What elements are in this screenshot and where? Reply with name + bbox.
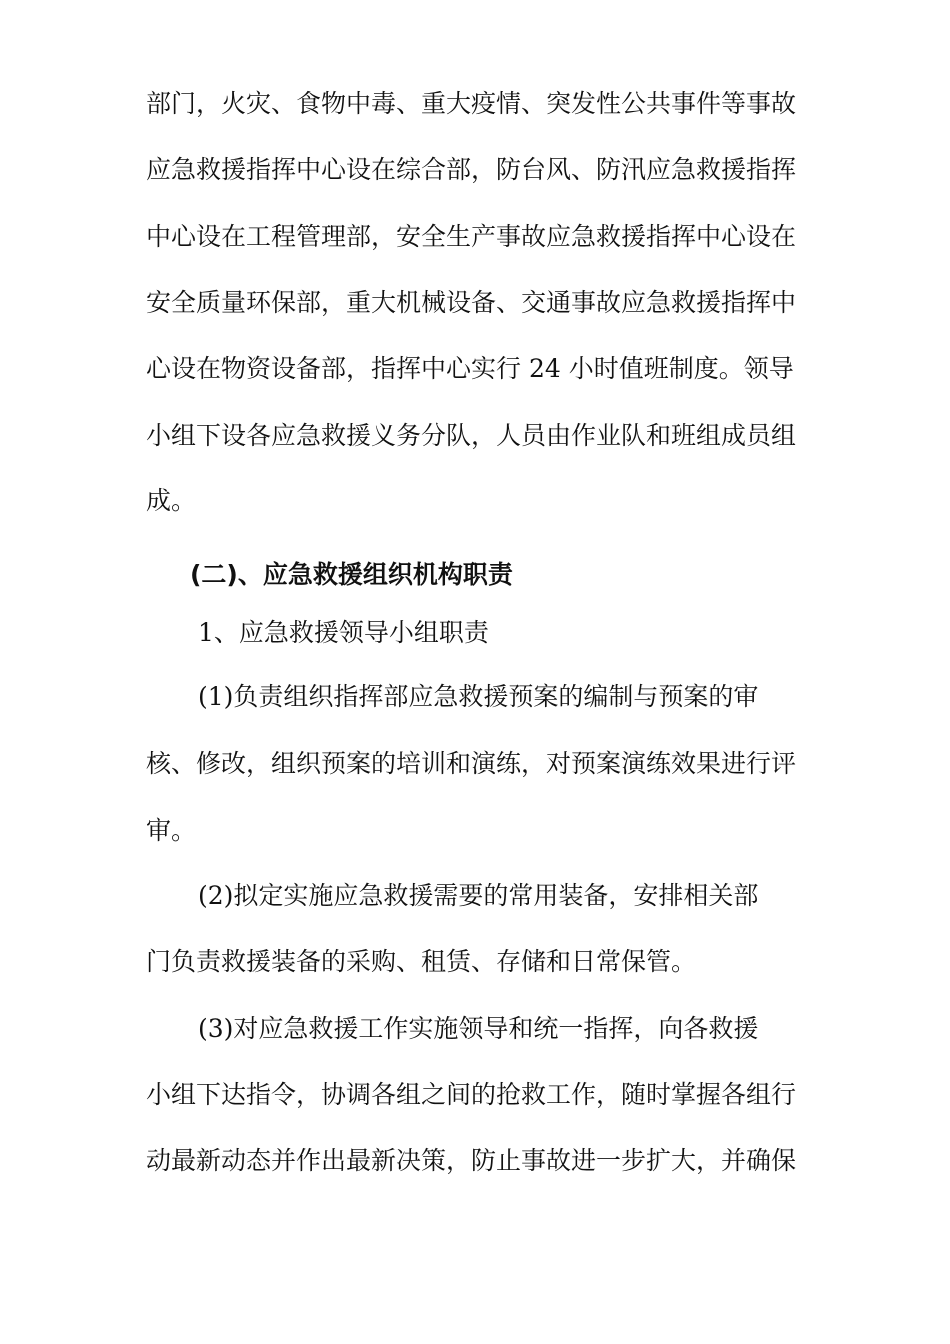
section-heading: (二)、应急救援组织机构职责 [190, 560, 513, 589]
list-item-line: 核、修改，组织预案的培训和演练，对预案演练效果进行评 [146, 749, 797, 778]
paragraph-line: 安全质量环保部，重大机械设备、交通事故应急救援指挥中 [146, 288, 797, 317]
list-item-line: (3)对应急救援工作实施领导和统一指挥，向各救援 [198, 1014, 759, 1043]
list-item-line: 审。 [146, 816, 197, 845]
paragraph-line: 成。 [146, 486, 197, 515]
paragraph-line: 中心设在工程管理部，安全生产事故应急救援指挥中心设在 [146, 222, 797, 251]
paragraph-line: 部门，火灾、食物中毒、重大疫情、突发性公共事件等事故 [146, 89, 797, 118]
list-item-line: 动最新动态并作出最新决策，防止事故进一步扩大，并确保 [146, 1146, 797, 1175]
list-item-line: 小组下达指令，协调各组之间的抢救工作，随时掌握各组行 [146, 1080, 797, 1109]
paragraph-line: 小组下设各应急救援义务分队，人员由作业队和班组成员组 [146, 421, 797, 450]
list-item-line: (2)拟定实施应急救援需要的常用装备，安排相关部 [198, 881, 759, 910]
list-item-line: 门负责救援装备的采购、租赁、存储和日常保管。 [146, 947, 697, 976]
paragraph-line: 应急救援指挥中心设在综合部，防台风、防汛应急救援指挥 [146, 155, 797, 184]
subsection-heading: 1、应急救援领导小组职责 [198, 618, 489, 647]
list-item-line: (1)负责组织指挥部应急救援预案的编制与预案的审 [198, 682, 759, 711]
paragraph-line: 心设在物资设备部，指挥中心实行 24 小时值班制度。领导 [146, 354, 794, 383]
